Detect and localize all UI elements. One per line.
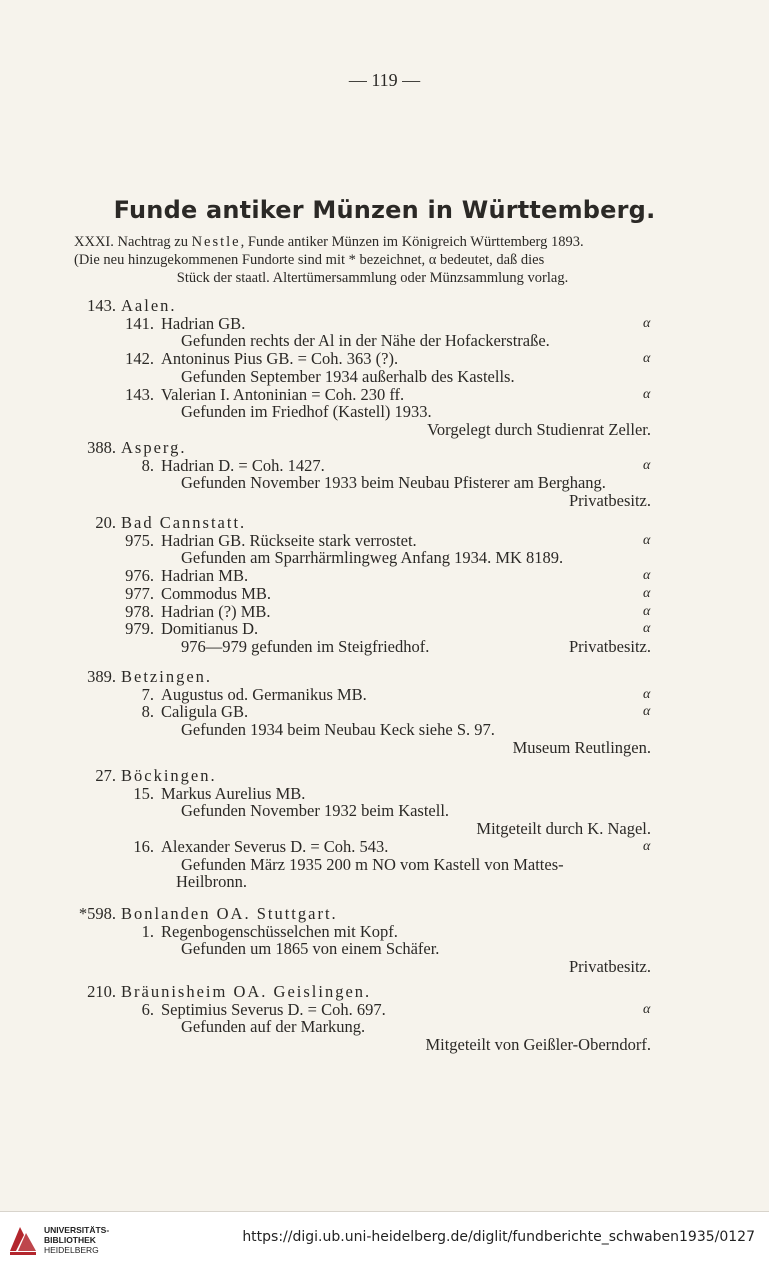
coin-description: Hadrian GB. Rückseite stark verrostet. <box>161 530 417 550</box>
place-name: Bräunisheim OA. Geislingen. <box>121 982 372 1001</box>
find-source: Privatbesitz. <box>568 636 651 656</box>
coin-description: Hadrian GB. <box>161 313 246 333</box>
find-note: Heilbronn. <box>176 872 248 892</box>
place-name: Asperg. <box>121 438 187 457</box>
alpha-marker: α <box>643 686 651 702</box>
place-number: 27. <box>95 766 116 785</box>
coin-number: 978. <box>125 601 154 621</box>
find-source: Privatbesitz. <box>568 491 651 511</box>
page-title: Funde antiker Münzen in Württemberg. <box>113 196 656 224</box>
alpha-marker: α <box>643 351 651 367</box>
find-note: Gefunden rechts der Al in der Nähe der Hofackerstraße. <box>181 331 550 351</box>
find-source: Privatbesitz. <box>568 957 651 977</box>
coin-description: Hadrian MB. <box>161 566 249 586</box>
place-name: Böckingen. <box>121 766 217 785</box>
alpha-marker: α <box>643 704 651 720</box>
page-number: — 119 — <box>348 70 421 90</box>
coin-number: 15. <box>133 783 154 803</box>
alpha-marker: α <box>643 568 651 584</box>
coin-number: 142. <box>125 349 154 369</box>
coin-description: Domitianus D. <box>161 619 259 639</box>
find-source: Museum Reutlingen. <box>512 737 651 757</box>
place-name: Bonlanden OA. Stuttgart. <box>121 904 338 923</box>
alpha-marker: α <box>643 457 651 473</box>
coin-number: 8. <box>141 455 154 475</box>
find-note: Gefunden November 1933 beim Neubau Pfisterer am Berghang. <box>181 473 606 493</box>
alpha-marker: α <box>643 603 651 619</box>
coin-number: 976. <box>125 566 154 586</box>
place-number: 389. <box>87 667 116 686</box>
find-note: 976—979 gefunden im Steigfriedhof. <box>181 636 430 656</box>
library-name: UNIVERSITÄTS- BIBLIOTHEK HEIDELBERG <box>44 1225 110 1255</box>
coin-description: Caligula GB. <box>161 702 249 722</box>
coin-number: 979. <box>125 619 154 639</box>
coin-number: 7. <box>141 684 154 704</box>
coin-description: Antoninus Pius GB. = Coh. 363 (?). <box>161 349 399 369</box>
place-name: Aalen. <box>121 296 177 315</box>
alpha-marker: α <box>643 838 651 854</box>
coin-number: 141. <box>125 313 154 333</box>
place-number: 20. <box>95 513 116 532</box>
footer-bar <box>0 1211 769 1268</box>
coin-number: 143. <box>125 384 154 404</box>
place-name: Bad Cannstatt. <box>121 513 247 532</box>
page-url-link[interactable]: https://digi.ub.uni-heidelberg.de/diglit/fundberichte_schwaben1935/0127 <box>242 1229 755 1245</box>
coin-number: 8. <box>141 702 154 722</box>
coin-description: Hadrian D. = Coh. 1427. <box>161 455 325 475</box>
coin-description: Hadrian (?) MB. <box>161 601 271 621</box>
alpha-marker: α <box>643 532 651 548</box>
find-note: Gefunden November 1932 beim Kastell. <box>181 801 450 821</box>
coin-description: Augustus od. Germanikus MB. <box>161 684 367 704</box>
place-number: 388. <box>87 438 116 457</box>
find-note: Gefunden auf der Markung. <box>181 1017 366 1037</box>
intro-line-2: (Die neu hinzugekommenen Fundorte sind mit * bezeichnet, α bedeutet, daß dies <box>74 252 545 268</box>
alpha-marker: α <box>643 386 651 402</box>
find-note: Gefunden September 1934 außerhalb des Kastells. <box>181 366 515 386</box>
coin-description: Valerian I. Antoninian = Coh. 230 ff. <box>161 384 405 404</box>
coin-number: 977. <box>125 583 154 603</box>
alpha-marker: α <box>643 315 651 331</box>
place-number: 210. <box>87 982 116 1001</box>
coin-description: Regenbogenschüsselchen mit Kopf. <box>161 921 398 941</box>
library-logo-icon <box>8 1221 38 1259</box>
intro-line-1: XXXI. Nachtrag zu Nestle, Funde antiker Münzen im Königreich Württemberg 1893. <box>74 234 584 250</box>
place-number: *598. <box>78 904 116 923</box>
alpha-marker: α <box>643 621 651 637</box>
coin-number: 16. <box>133 836 154 856</box>
find-source: Mitgeteilt von Geißler-Oberndorf. <box>425 1035 651 1055</box>
alpha-marker: α <box>643 1001 651 1017</box>
coin-description: Markus Aurelius MB. <box>161 783 306 803</box>
find-note: Gefunden im Friedhof (Kastell) 1933. <box>181 402 432 422</box>
coin-description: Commodus MB. <box>161 583 272 603</box>
find-source: Vorgelegt durch Studienrat Zeller. <box>427 419 651 439</box>
coin-description: Alexander Severus D. = Coh. 543. <box>161 836 389 856</box>
find-note: Gefunden am Sparrhärmlingweg Anfang 1934. MK 8189. <box>181 548 564 568</box>
coin-number: 1. <box>141 921 154 941</box>
place-name: Betzingen. <box>121 667 213 686</box>
find-note: Gefunden um 1865 von einem Schäfer. <box>181 939 440 959</box>
intro-line-3: Stück der staatl. Altertümersammlung oder Münzsammlung vorlag. <box>176 270 569 286</box>
find-note: Gefunden 1934 beim Neubau Keck siehe S. 97. <box>181 720 495 740</box>
coin-description: Septimius Severus D. = Coh. 697. <box>161 999 386 1019</box>
coin-number: 975. <box>125 530 154 550</box>
find-source: Mitgeteilt durch K. Nagel. <box>476 819 651 839</box>
alpha-marker: α <box>643 585 651 601</box>
coin-number: 6. <box>141 999 154 1019</box>
place-number: 143. <box>87 296 116 315</box>
find-note: Gefunden März 1935 200 m NO vom Kastell von Mattes- <box>181 854 564 874</box>
